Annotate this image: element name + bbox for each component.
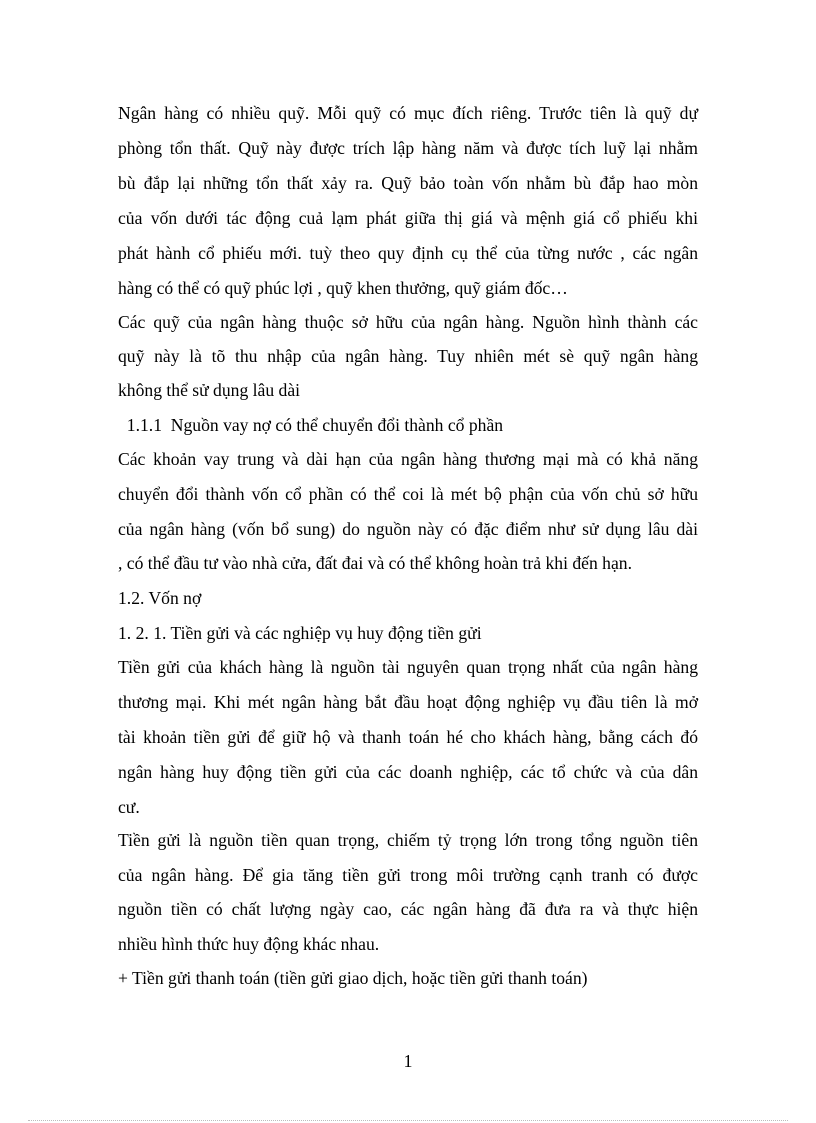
paragraph-line: của vốn dưới tác động cuả lạm phát giữa thị giá và mệnh giá cổ phiếu khi [118,208,698,228]
paragraph-line: Tiền gửi là nguồn tiền quan trọng, chiếm tỷ trọng lớn trong tổng nguồn tiên [118,830,698,850]
paragraph-line: phát hành cổ phiếu mới. tuỳ theo quy định cụ thể của từng nước , các ngân [118,243,698,263]
paragraph-line: Các khoản vay trung và dài hạn của ngân hàng thương mại mà có khả năng [118,449,698,469]
paragraph-line: Tiền gửi của khách hàng là nguồn tài nguyên quan trọng nhất của ngân hàng [118,657,698,677]
bullet-line: + Tiền gửi thanh toán (tiền gửi giao dịch, hoặc tiền gửi thanh toán) [118,968,588,988]
paragraph-line: chuyển đổi thành vốn cổ phần có thể coi là mét bộ phận của vốn chủ sở hữu [118,484,698,504]
section-heading-1-2: 1.2. Vốn nợ [118,588,202,608]
paragraph-line: phòng tổn thất. Quỹ này được trích lập hàng năm và được tích luỹ lại nhằm [118,138,698,158]
paragraph-line: hàng có thể có quỹ phúc lợi , quỹ khen thưởng, quỹ giám đốc… [118,278,568,298]
paragraph-line: của ngân hàng. Để gia tăng tiền gửi trong môi trường cạnh tranh có được [118,865,698,885]
page-number: 1 [403,1051,413,1071]
paragraph-line: của ngân hàng (vốn bổ sung) do nguồn này có đặc điểm như sử dụng lâu dài [118,519,698,539]
paragraph-line: không thể sử dụng lâu dài [118,380,301,400]
section-heading-1-1-1: 1.1.1 Nguồn vay nợ có thể chuyển đổi thành cổ phần [118,415,504,435]
paragraph-line: nhiều hình thức huy động khác nhau. [118,934,380,954]
paragraph-line: Ngân hàng có nhiều quỹ. Mỗi quỹ có mục đích riêng. Trước tiên là quỹ dự [118,103,698,123]
paragraph-line: nguồn tiền có chất lượng ngày cao, các ngân hàng đã đưa ra và thực hiện [118,899,698,919]
paragraph-line: tài khoản tiền gửi để giữ hộ và thanh toán hé cho khách hàng, bằng cách đó [118,727,698,747]
section-heading-1-2-1: 1. 2. 1. Tiền gửi và các nghiệp vụ huy động tiền gửi [118,623,482,643]
paragraph-line: thương mại. Khi mét ngân hàng bắt đầu hoạt động nghiệp vụ đầu tiên là mở [118,692,698,712]
paragraph-line: bù đắp lại những tổn thất xảy ra. Quỹ bảo toàn vốn nhằm bù đắp hao mòn [118,173,698,193]
paragraph-line: , có thể đầu tư vào nhà cửa, đất đai và có thể không hoàn trả khi đến hạn. [118,553,632,573]
paragraph-line: ngân hàng huy động tiền gửi của các doanh nghiệp, các tổ chức và của dân [118,762,698,782]
paragraph-line: cư. [118,797,140,817]
paragraph-line: Các quỹ của ngân hàng thuộc sở hữu của ngân hàng. Nguồn hình thành các [118,312,698,332]
page-bottom-divider [28,1120,788,1121]
paragraph-line: quỹ này là tõ thu nhập của ngân hàng. Tuy nhiên mét sè quỹ ngân hàng [118,346,698,366]
